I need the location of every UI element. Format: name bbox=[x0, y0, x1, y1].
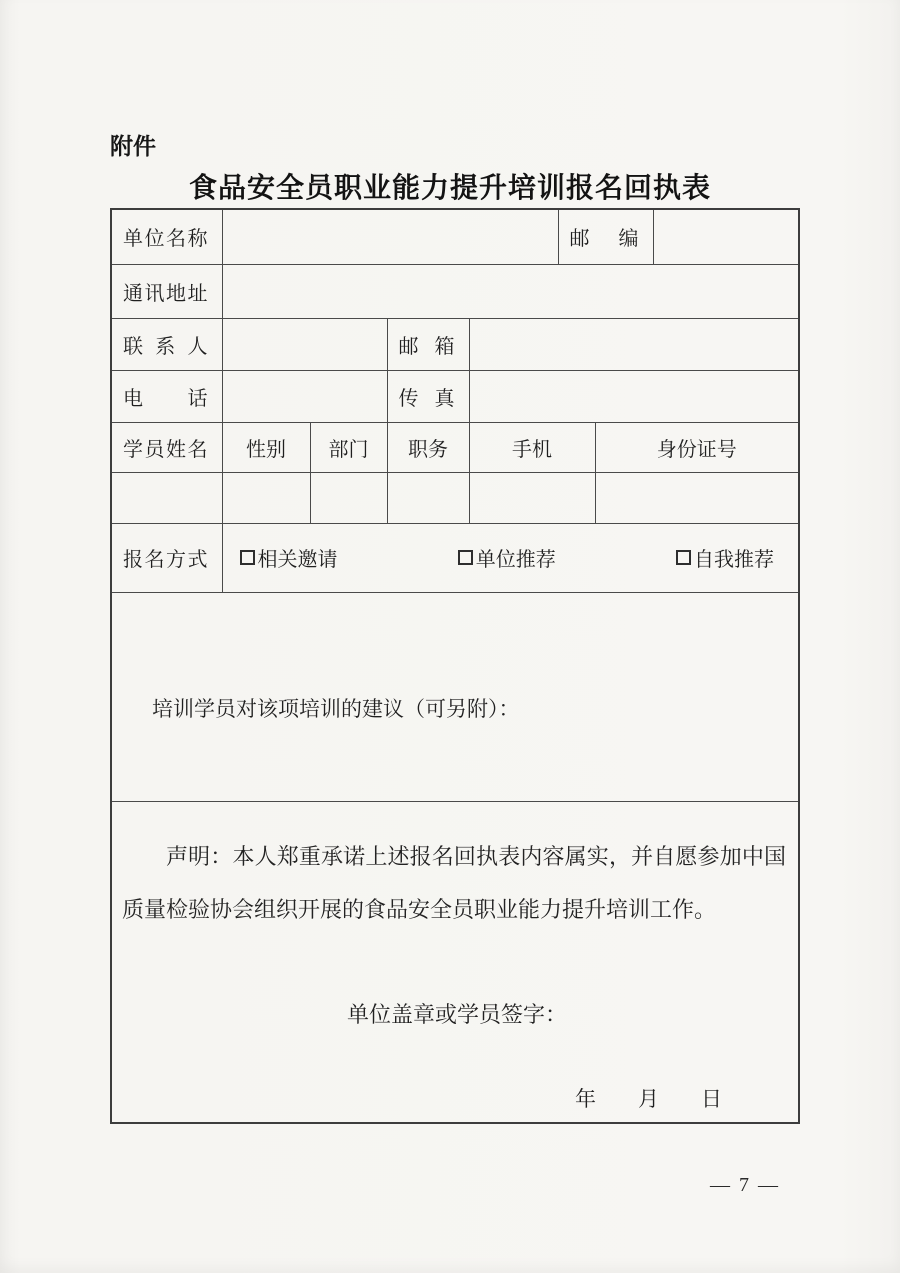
row-address bbox=[111, 264, 799, 318]
row-phone bbox=[111, 370, 799, 422]
position-cell bbox=[387, 472, 469, 523]
option-label: 自我推荐 bbox=[694, 549, 774, 571]
postal-code-label: 邮 编 bbox=[558, 209, 653, 264]
checkbox-icon bbox=[676, 550, 691, 565]
phone-value-cell bbox=[222, 370, 387, 422]
registration-options-cell bbox=[222, 523, 799, 592]
id-number-cell bbox=[595, 472, 799, 523]
id-number-header: 身份证号 bbox=[595, 422, 799, 472]
registration-form-table bbox=[110, 208, 800, 1124]
option-self-recommendation bbox=[676, 543, 774, 572]
student-name-cell bbox=[111, 472, 222, 523]
row-student-blank bbox=[111, 472, 799, 523]
row-contact bbox=[111, 318, 799, 370]
mobile-header: 手机 bbox=[469, 422, 595, 472]
row-suggestion bbox=[111, 592, 799, 801]
position-header: 职务 bbox=[387, 422, 469, 472]
checkbox-icon bbox=[240, 550, 255, 565]
contact-value-cell bbox=[222, 318, 387, 370]
department-header: 部门 bbox=[310, 422, 387, 472]
mobile-cell bbox=[469, 472, 595, 523]
declaration-area bbox=[112, 802, 798, 1122]
date-label: 年 月 日 bbox=[575, 1086, 722, 1111]
row-student-headers bbox=[111, 422, 799, 472]
registration-options bbox=[223, 543, 799, 572]
suggestion-label: 培训学员对该项培训的建议（可另附）： bbox=[152, 697, 520, 721]
postal-code-value-cell bbox=[653, 209, 799, 264]
option-unit-recommendation bbox=[458, 543, 556, 572]
option-label: 相关邀请 bbox=[257, 549, 338, 571]
unit-name-label: 单位名称 bbox=[111, 209, 222, 264]
form-title: 食品安全员职业能力提升培训报名回执表 bbox=[188, 172, 711, 203]
contact-label: 联 系 人 bbox=[111, 318, 222, 370]
address-label: 通讯地址 bbox=[111, 264, 222, 318]
suggestion-cell bbox=[111, 592, 799, 801]
unit-name-value-cell bbox=[222, 209, 558, 264]
row-registration-method bbox=[111, 523, 799, 592]
signature-label: 单位盖章或学员签字： bbox=[347, 1001, 568, 1027]
phone-label: 电 话 bbox=[111, 370, 222, 422]
attachment-label: 附件 bbox=[110, 133, 156, 159]
registration-method-label: 报名方式 bbox=[111, 523, 222, 592]
student-name-header: 学员姓名 bbox=[111, 422, 222, 472]
fax-label: 传 真 bbox=[387, 370, 469, 422]
row-declaration bbox=[111, 801, 799, 1123]
option-related-invitation bbox=[240, 543, 338, 572]
email-value-cell bbox=[469, 318, 799, 370]
gender-cell bbox=[222, 472, 310, 523]
checkbox-icon bbox=[458, 550, 473, 565]
option-label: 单位推荐 bbox=[475, 549, 556, 571]
declaration-text: 声明：本人郑重承诺上述报名回执表内容属实，并自愿参加中国质量检验协会组织开展的食品安全员职业能力提升培训工作。 bbox=[122, 843, 786, 922]
page-number: — 7 — bbox=[710, 1174, 780, 1196]
row-unit-name bbox=[111, 209, 799, 264]
email-label: 邮 箱 bbox=[387, 318, 469, 370]
department-cell bbox=[310, 472, 387, 523]
gender-header: 性别 bbox=[222, 422, 310, 472]
address-value-cell bbox=[222, 264, 799, 318]
fax-value-cell bbox=[469, 370, 799, 422]
declaration-cell bbox=[111, 801, 799, 1123]
